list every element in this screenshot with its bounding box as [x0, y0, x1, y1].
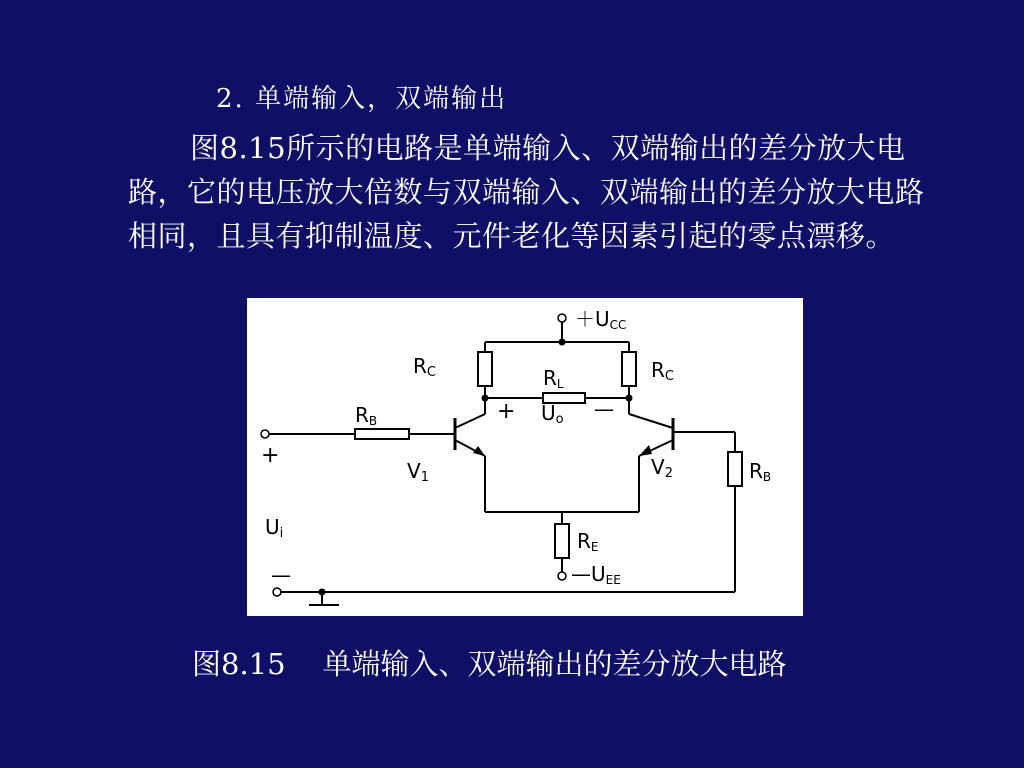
- rc-left-resistor: [478, 352, 492, 386]
- input-plus-label: +: [261, 443, 280, 468]
- v1-label: V1: [407, 459, 429, 485]
- rb-left-resistor: [355, 429, 409, 439]
- junction-dot: [482, 395, 489, 402]
- input-terminal: [261, 430, 269, 438]
- uo-plus-label: +: [497, 399, 516, 424]
- rb-right-resistor: [728, 452, 742, 486]
- v1-collector: [455, 414, 485, 428]
- rl-label: RL: [543, 366, 564, 391]
- uo-minus-label: —: [594, 397, 614, 421]
- section-heading: 2. 单端输入，双端输出: [216, 84, 508, 114]
- ground-terminal: [273, 588, 281, 596]
- rb-left-label: RB: [355, 403, 378, 428]
- body-paragraph: 图8.15所示的电路是单端输入、双端输出的差分放大电路，它的电压放大倍数与双端输入、双端输出的差分放大电路相同，且具有抑制温度、元件老化等因素引起的零点漂移。: [128, 131, 925, 253]
- ui-label: Ui: [265, 515, 284, 541]
- rc-left-label: RC: [413, 354, 436, 380]
- figure-caption: 图8.15 单端输入、双端输出的差分放大电路: [192, 647, 787, 681]
- re-label: RE: [577, 529, 599, 554]
- rc-right-label: RC: [651, 358, 674, 384]
- vcc-terminal: [558, 314, 566, 322]
- v2-collector: [629, 414, 673, 428]
- circuit-diagram: [247, 298, 803, 616]
- uo-label: Uo: [541, 401, 564, 427]
- re-resistor: [555, 524, 569, 558]
- v2-label: V2: [651, 455, 673, 481]
- uee-label: —UEE: [571, 562, 621, 587]
- input-minus-label: —: [271, 563, 291, 587]
- v1-emitter-arrow: [473, 446, 485, 456]
- junction-dot: [319, 589, 326, 596]
- ucc-label: ＋UCC: [575, 307, 627, 332]
- rc-right-resistor: [622, 352, 636, 386]
- junction-dot: [559, 339, 566, 346]
- uee-terminal: [558, 572, 566, 580]
- circuit-figure: [247, 298, 803, 616]
- junction-dot: [626, 395, 633, 402]
- rb-right-label: RB: [749, 459, 772, 484]
